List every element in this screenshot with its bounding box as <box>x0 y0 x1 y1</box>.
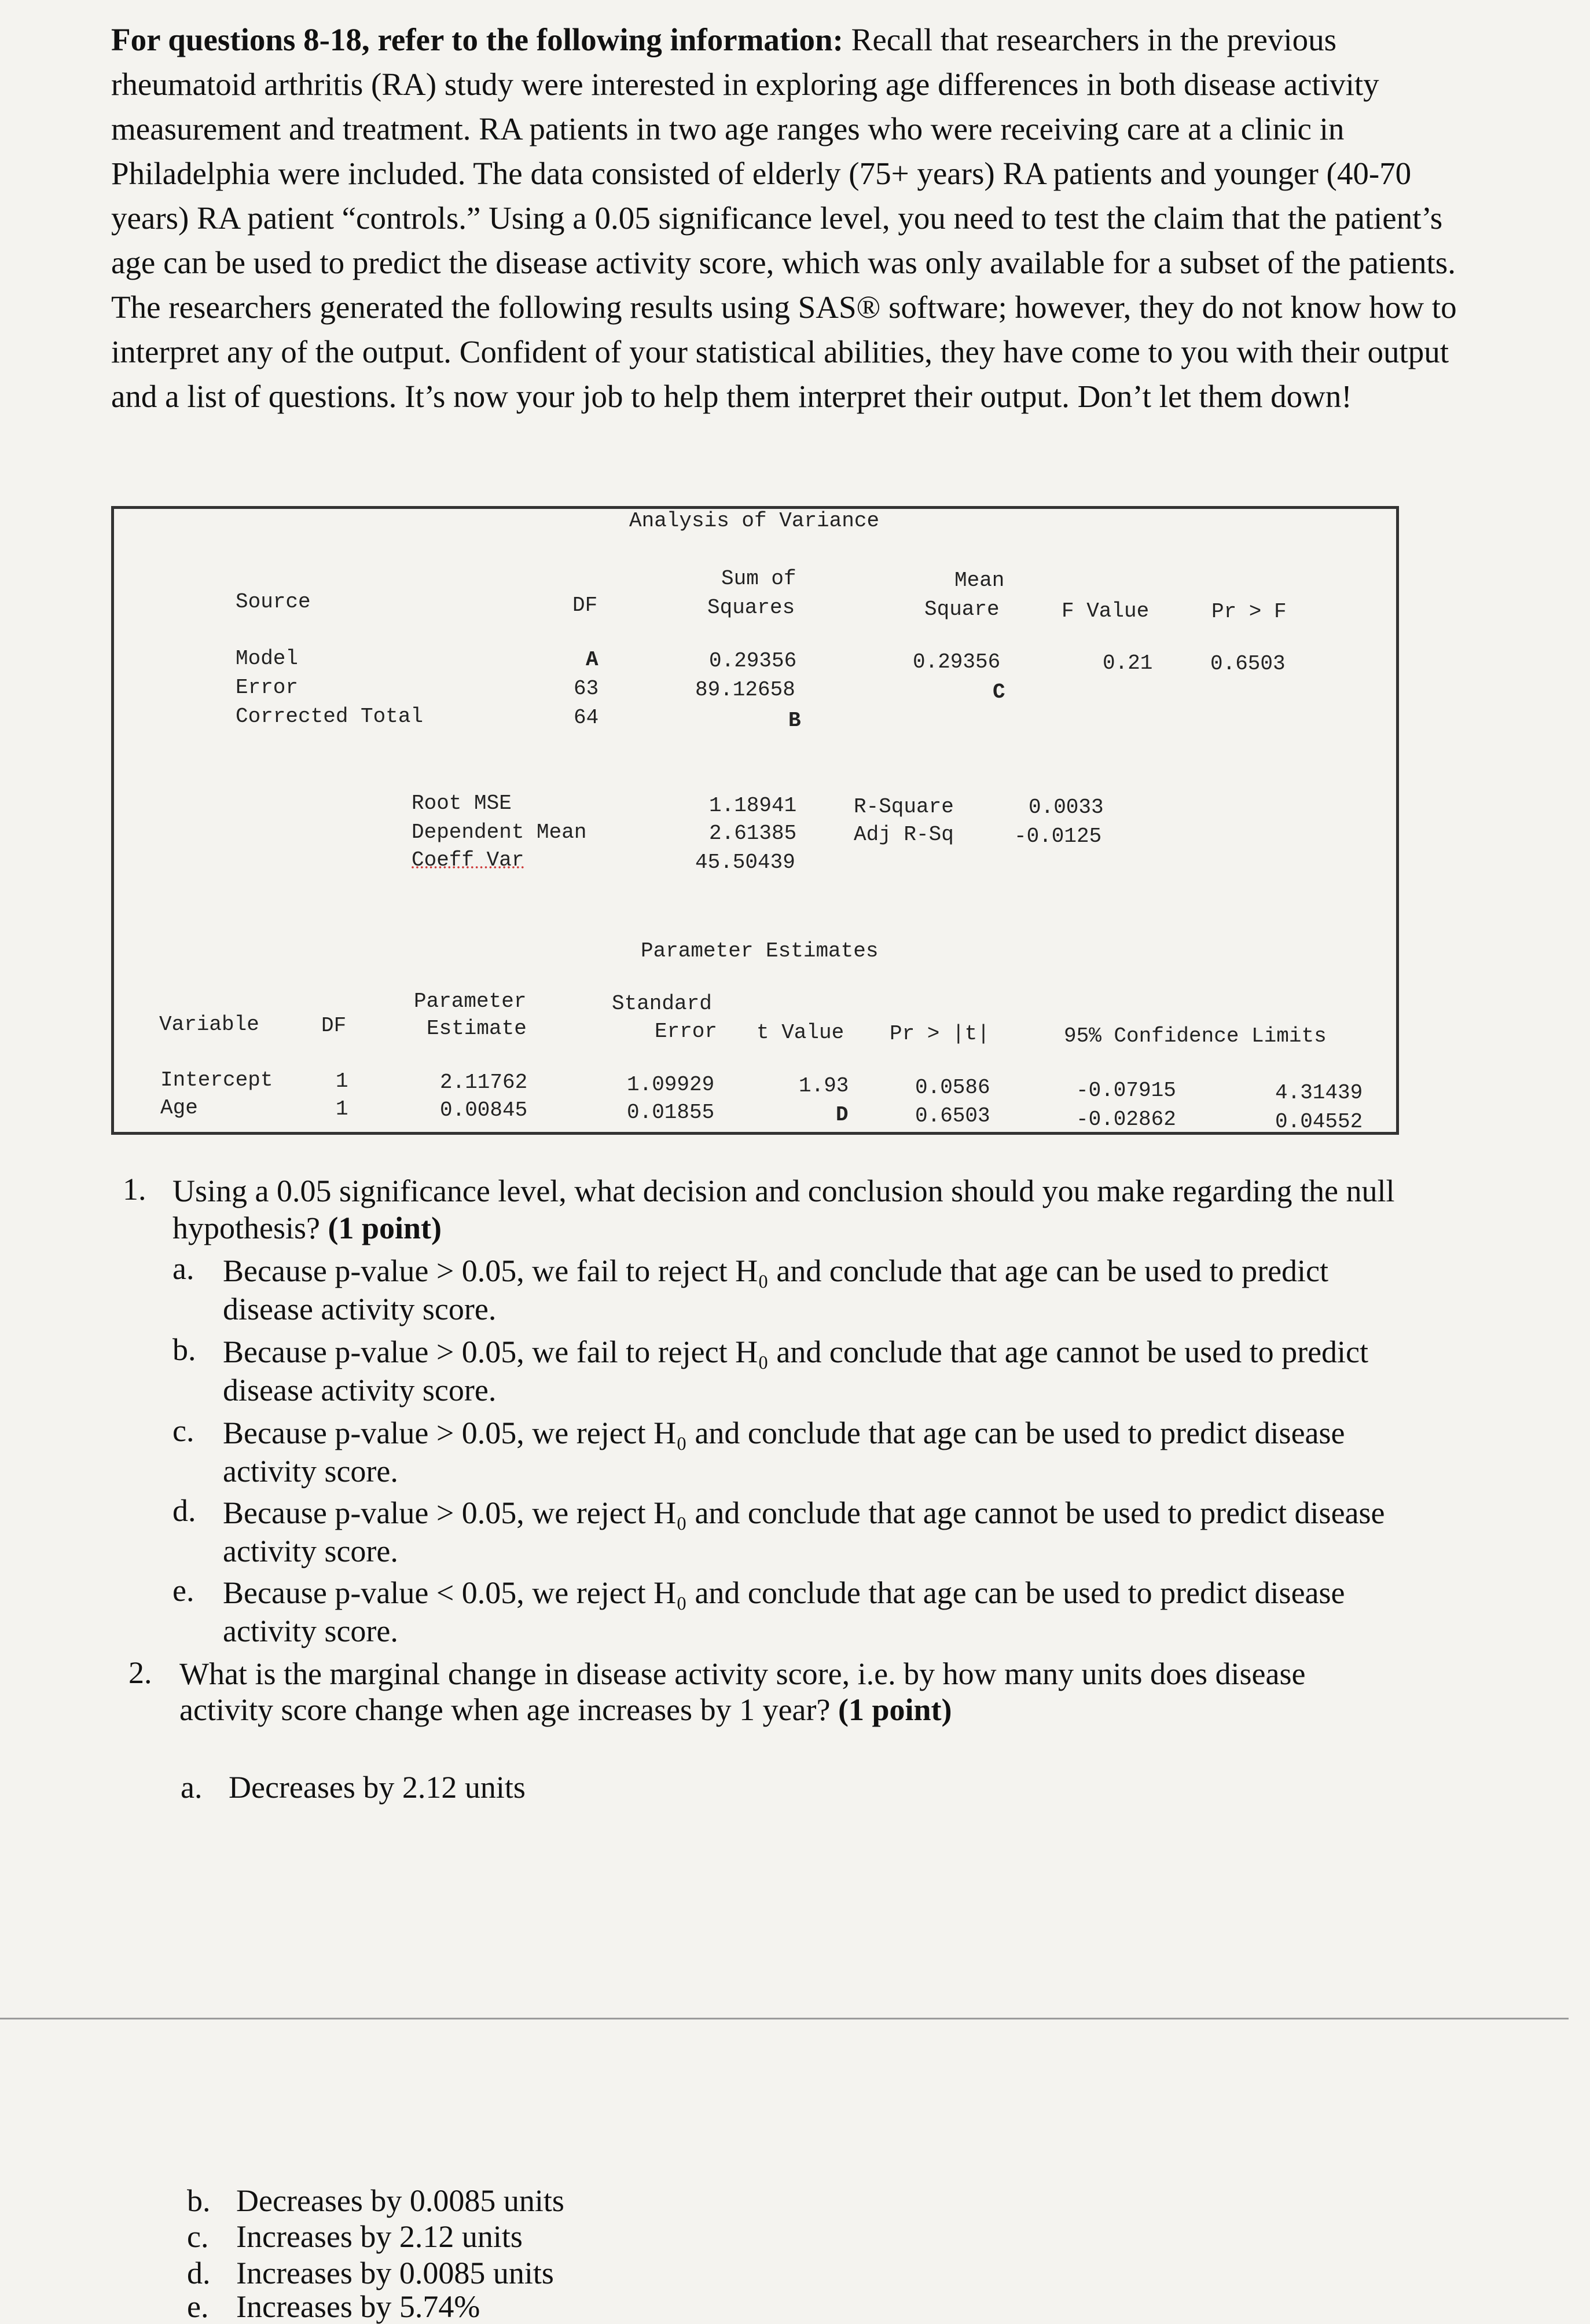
params-row-intercept-variable: Intercept <box>160 1068 273 1092</box>
option-letter: d. <box>187 2256 211 2290</box>
question-2-text <box>179 1656 1383 1728</box>
anova-row-error-df: 63 <box>574 677 599 701</box>
fit-dep-mean-label: Dependent Mean <box>412 820 587 844</box>
fit-root-mse-label: Root MSE <box>412 791 512 815</box>
option-text: Because p-value > 0.05, we reject H₀ and conclude that age cannot be used to predict disease activity score. <box>223 1495 1385 1568</box>
intro-lead: For questions 8-18, refer to the following information: <box>111 22 843 57</box>
fit-coeff-var: 45.50439 <box>695 851 795 874</box>
params-row-age-p: 0.6503 <box>915 1104 990 1128</box>
question-2-points: (1 point) <box>838 1692 952 1727</box>
anova-row-error-source: Error <box>236 676 299 699</box>
params-row-intercept-df: 1 <box>336 1069 348 1093</box>
fit-rsq: 0.0033 <box>1029 796 1104 819</box>
question-1-number: 1. <box>123 1172 146 1207</box>
params-header-t: t Value <box>757 1021 844 1044</box>
page-divider <box>0 2018 1569 2019</box>
params-row-intercept-se: 1.09929 <box>627 1073 715 1097</box>
params-row-age-ci-high: 0.04552 <box>1275 1110 1363 1134</box>
question-1-text <box>172 1172 1446 1247</box>
params-header-variable: Variable <box>159 1013 259 1036</box>
option-text: Increases by 0.0085 units <box>236 2256 554 2290</box>
anova-row-total-ss: B <box>788 709 801 732</box>
option-letter: a. <box>172 1251 194 1286</box>
params-header-se-1: Standard <box>612 992 712 1016</box>
params-header-est-1: Parameter <box>414 989 527 1013</box>
question-1-prompt: Using a 0.05 significance level, what decision and conclusion should you make regarding the null hypothesis? <box>172 1174 1395 1245</box>
question-1-points: (1 point) <box>328 1211 442 1245</box>
params-row-intercept-ci-low: -0.07915 <box>1076 1079 1176 1102</box>
params-row-intercept-p: 0.0586 <box>915 1076 990 1099</box>
intro-body: Recall that researchers in the previous rheumatoid arthritis (RA) study were interested in exploring age differences in both disease activity measurement and treatment. RA patients in two age ranges who were receiving care at a clinic in Philadelphia were included. The data consisted of elderly (75+ years) RA patients and younger (40-70 years) RA patient “controls.” Using a 0.05 significance level, you need to test the claim that the patient’s age can be used to predict the disease activity score, which was only available for a subset of the patients. The researchers generated the following results using SAS® software; however, they do not know how to interpret any of the output. Confident of your statistical abilities, they have come to you with their output and a list of questions. It’s now your job to help them interpret their output. Don’t let them down! <box>111 22 1457 414</box>
option-letter: b. <box>172 1332 196 1367</box>
option-text: Increases by 5.74% <box>236 2289 480 2324</box>
anova-header-ms-1: Mean <box>954 569 1005 592</box>
anova-header-df: DF <box>572 593 598 617</box>
anova-row-error-ms: C <box>993 680 1005 704</box>
option-text: Increases by 2.12 units <box>236 2219 523 2254</box>
anova-row-total-df: 64 <box>574 706 599 730</box>
anova-header-source: Source <box>236 590 311 614</box>
anova-row-model-ss: 0.29356 <box>709 649 797 673</box>
params-title: Parameter Estimates <box>641 939 879 963</box>
option-text: Because p-value > 0.05, we fail to reject H₀ and conclude that age cannot be used to predict disease activity score. <box>223 1335 1369 1407</box>
params-row-age-est: 0.00845 <box>440 1098 528 1122</box>
option-text: Because p-value > 0.05, we reject H₀ and conclude that age can be used to predict disease activity score. <box>223 1416 1345 1489</box>
params-header-p: Pr > |t| <box>890 1022 990 1046</box>
params-row-age-df: 1 <box>336 1097 348 1121</box>
option-letter: a. <box>181 1770 203 1805</box>
option-letter: b. <box>187 2183 211 2218</box>
fit-coeff-var-label: Coeff Var <box>412 848 524 872</box>
anova-header-ms-2: Square <box>924 598 1000 621</box>
params-row-age-t: D <box>836 1103 849 1127</box>
option-letter: c. <box>172 1413 194 1448</box>
anova-row-error-ss: 89.12658 <box>695 678 795 702</box>
params-header-df: DF <box>321 1014 347 1038</box>
params-header-est-2: Estimate <box>427 1017 527 1040</box>
option-text: Decreases by 2.12 units <box>229 1770 526 1805</box>
intro-paragraph <box>111 17 1466 419</box>
params-row-intercept-t: 1.93 <box>799 1074 849 1098</box>
question-2-prompt: What is the marginal change in disease activity score, i.e. by how many units does disease activity score change when age increases by 1 year? <box>179 1656 1306 1727</box>
params-header-se-2: Error <box>655 1020 718 1043</box>
anova-header-f: F Value <box>1062 599 1150 623</box>
params-header-ci: 95% Confidence Limits <box>1064 1024 1327 1048</box>
params-row-intercept-ci-high: 4.31439 <box>1275 1081 1363 1105</box>
fit-rsq-label: R-Square <box>854 795 954 819</box>
anova-header-ss-1: Sum of <box>721 567 796 591</box>
option-letter: d. <box>172 1493 196 1528</box>
params-row-age-ci-low: -0.02862 <box>1076 1108 1176 1131</box>
anova-header-ss-2: Squares <box>707 596 795 620</box>
fit-adj-rsq-label: Adj R-Sq <box>854 823 954 846</box>
option-letter: e. <box>187 2289 209 2324</box>
anova-row-model-source: Model <box>236 647 299 670</box>
fit-root-mse: 1.18941 <box>709 794 797 818</box>
anova-row-model-df: A <box>586 648 598 672</box>
sas-output-box <box>111 506 1399 1135</box>
fit-dep-mean: 2.61385 <box>709 822 797 845</box>
option-text: Because p-value > 0.05, we fail to reject H₀ and conclude that age can be used to predict disease activity score. <box>223 1253 1329 1326</box>
params-row-age-se: 0.01855 <box>627 1101 715 1124</box>
anova-row-model-p: 0.6503 <box>1210 652 1286 676</box>
anova-row-model-ms: 0.29356 <box>913 650 1001 674</box>
anova-title: Analysis of Variance <box>629 509 880 533</box>
anova-row-model-f: 0.21 <box>1103 651 1153 675</box>
fit-adj-rsq: -0.0125 <box>1014 824 1102 848</box>
anova-row-total-source: Corrected Total <box>236 705 424 728</box>
params-row-age-variable: Age <box>160 1096 198 1120</box>
option-text: Decreases by 0.0085 units <box>236 2183 564 2218</box>
params-row-intercept-est: 2.11762 <box>440 1071 528 1094</box>
option-text: Because p-value < 0.05, we reject H₀ and conclude that age can be used to predict disease activity score. <box>223 1575 1345 1648</box>
anova-header-p: Pr > F <box>1211 600 1287 624</box>
option-letter: c. <box>187 2219 209 2254</box>
question-2-number: 2. <box>128 1655 152 1690</box>
option-letter: e. <box>172 1573 194 1608</box>
